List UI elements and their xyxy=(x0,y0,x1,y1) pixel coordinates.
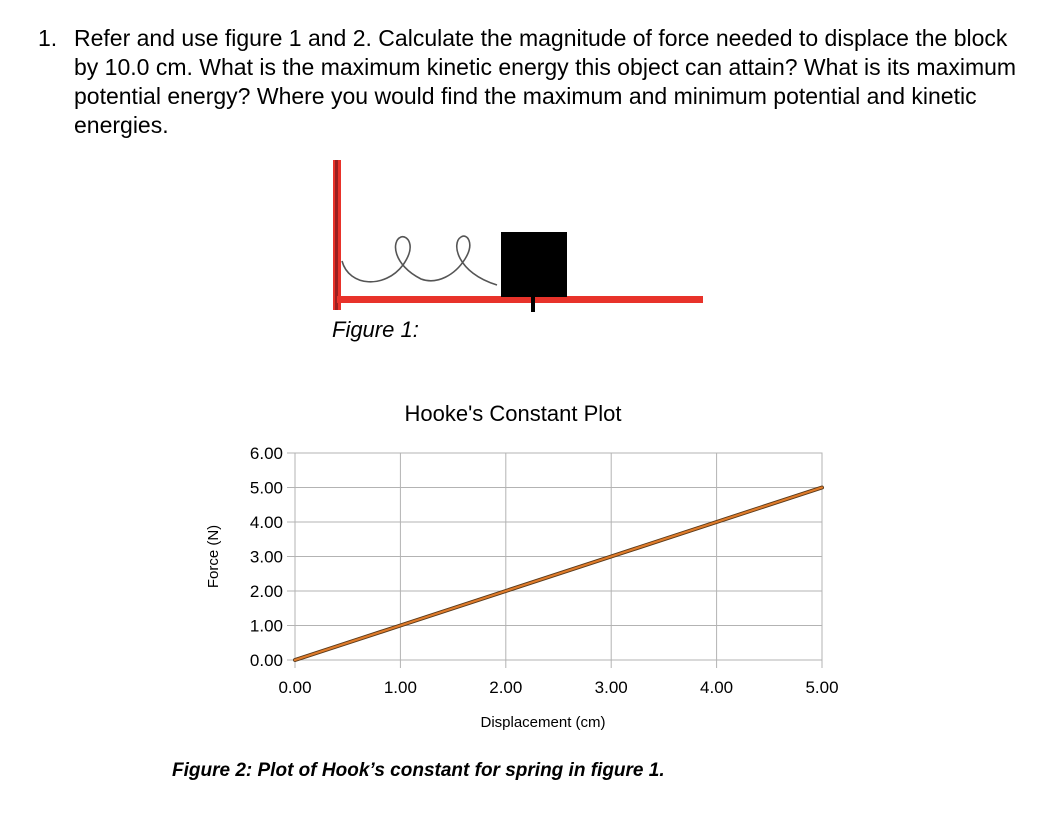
x-tick-label: 0.00 xyxy=(278,678,312,697)
chart-series xyxy=(295,488,822,661)
x-tick-label: 5.00 xyxy=(805,678,839,697)
equilibrium-marker xyxy=(531,296,535,312)
x-tick-label: 4.00 xyxy=(700,678,734,697)
x-axis-label: Displacement (cm) xyxy=(480,714,606,731)
x-tick-label: 2.00 xyxy=(489,678,523,697)
y-tick-label: 5.00 xyxy=(249,478,283,498)
y-tick-label: 4.00 xyxy=(249,513,283,532)
y-tick-label: 2.00 xyxy=(249,582,283,601)
figure-2-caption: Figure 2: Plot of Hook’s constant for spring in figure 1. xyxy=(172,760,665,781)
hookes-constant-chart xyxy=(0,390,1052,740)
x-tick-label: 3.00 xyxy=(594,678,628,697)
figure-1-caption: Figure 1: xyxy=(332,317,419,342)
wall-shadow xyxy=(335,160,338,310)
floor xyxy=(337,296,703,303)
figure-1-diagram xyxy=(325,155,715,315)
y-tick-label: 3.00 xyxy=(249,547,283,567)
y-axis-ticks xyxy=(250,444,295,670)
spring xyxy=(342,236,497,285)
x-tick-label: 1.00 xyxy=(383,678,417,697)
x-axis-ticks xyxy=(278,660,838,697)
y-tick-label: 6.00 xyxy=(249,444,283,463)
y-tick-label: 0.00 xyxy=(249,651,283,670)
y-tick-label: 1.00 xyxy=(249,616,283,636)
question-text: Refer and use figure 1 and 2. Calculate the magnitude of force needed to displace the block by 10.0 cm. What is the maximum kinetic energy this object can attain? What is its maximum potential energy? Where you would find the maximum and minimum potential and kinetic energies. xyxy=(74,25,1017,138)
question-number: 1. xyxy=(38,25,58,51)
chart-grid xyxy=(295,453,822,660)
block xyxy=(501,232,567,297)
series-line xyxy=(295,488,822,661)
chart-title: Hooke's Constant Plot xyxy=(404,401,622,426)
y-axis-label: Force (N) xyxy=(205,524,222,589)
